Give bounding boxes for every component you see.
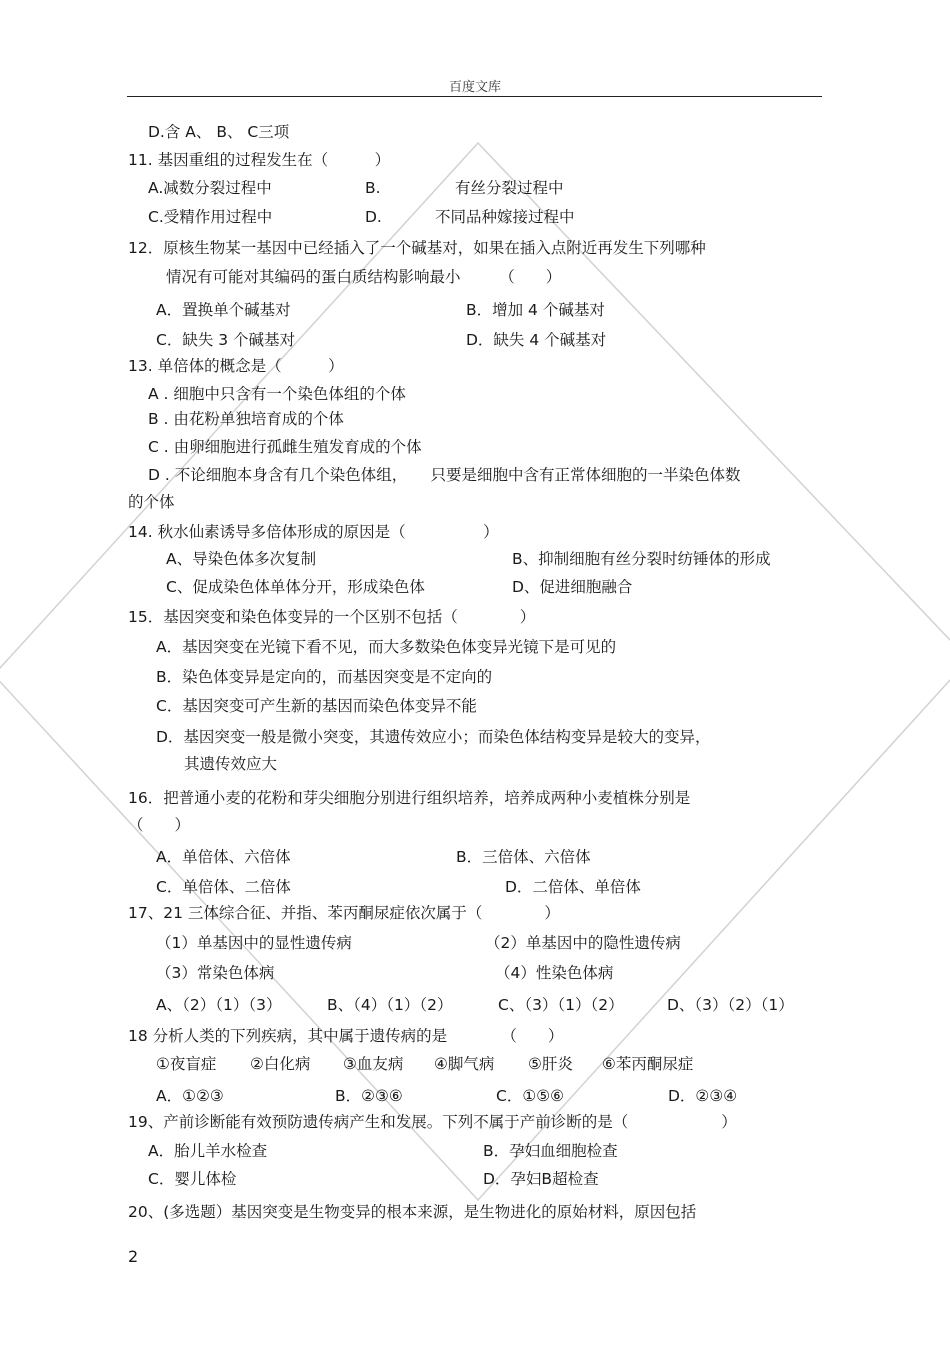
- page-number: 2: [128, 1247, 139, 1266]
- q18-option-c: C．①⑤⑥: [496, 1087, 565, 1105]
- q15-option-d-cont: 其遗传效应大: [184, 755, 278, 773]
- q17-option-c: C、（3）（1）（2）: [498, 996, 624, 1014]
- q16-option-b: B．三倍体、六倍体: [456, 848, 591, 866]
- q15-option-b: B．染色体变异是定向的，而基因突变是不定向的: [156, 668, 493, 686]
- q11-option-b-text: 有丝分裂过程中: [455, 179, 564, 197]
- q17-item-1: （1）单基因中的显性遗传病: [156, 934, 352, 952]
- q18-option-a: A．①②③: [156, 1087, 224, 1105]
- q13-option-b: B . 由花粉单独培育成的个体: [148, 410, 344, 428]
- header-rule: [127, 96, 822, 97]
- q17-item-2: （2）单基因中的隐性遗传病: [485, 934, 681, 952]
- q19-option-d: D．孕妇B超检查: [483, 1170, 599, 1188]
- q18-stem: 18 分析人类的下列疾病，其中属于遗传病的是 （ ）: [128, 1027, 564, 1045]
- q15-option-d: D．基因突变一般是微小突变，其遗传效应小；而染色体结构变异是较大的变异，: [156, 728, 711, 746]
- q20-stem: 20、(多选题）基因突变是生物变异的根本来源，是生物进化的原始材料，原因包括: [128, 1203, 697, 1221]
- q11-option-c: C.受精作用过程中: [148, 208, 273, 226]
- q18-item-3: ③血友病: [343, 1055, 404, 1073]
- q18-option-b: B．②③⑥: [335, 1087, 403, 1105]
- page-header-title: 百度文库: [448, 80, 501, 95]
- q18-item-4: ④脚气病: [434, 1055, 495, 1073]
- q13-option-d-cont: 的个体: [128, 493, 175, 511]
- q15-stem: 15．基因突变和染色体变异的一个区别不包括（ ）: [128, 608, 536, 626]
- q12-stem: 12．原核生物某一基因中已经插入了一个碱基对，如果在插入点附近再发生下列哪种: [128, 239, 706, 257]
- q19-option-b: B．孕妇血细胞检查: [483, 1142, 618, 1160]
- q18-item-5: ⑤肝炎: [528, 1055, 573, 1073]
- q13-option-a: A . 细胞中只含有一个染色体组的个体: [148, 385, 406, 403]
- q16-option-c: C．单倍体、二倍体: [156, 878, 291, 896]
- q17-option-b: B、（4）（1）（2）: [327, 996, 453, 1014]
- q11-option-d-text: 不同品种嫁接过程中: [435, 208, 575, 226]
- q16-stem: 16．把普通小麦的花粉和芽尖细胞分别进行组织培养，培养成两种小麦植株分别是: [128, 789, 691, 807]
- q17-item-4: （4）性染色体病: [495, 964, 614, 982]
- q17-item-3: （3）常染色体病: [156, 964, 275, 982]
- q11-option-b-letter: B.: [365, 179, 381, 197]
- q11-stem: 11. 基因重组的过程发生在（ ）: [128, 151, 391, 169]
- q13-option-c: C . 由卵细胞进行孤雌生殖发育成的个体: [148, 438, 422, 456]
- q16-answer-paren: （ ）: [128, 816, 191, 834]
- q18-item-2: ②白化病: [250, 1055, 311, 1073]
- q16-option-d: D．二倍体、单倍体: [505, 878, 641, 896]
- q13-option-d: D . 不论细胞本身含有几个染色体组， 只要是细胞中含有正常体细胞的一半染色体数: [148, 466, 741, 484]
- q12-option-a: A．置换单个碱基对: [156, 301, 291, 319]
- q17-option-d: D、（3）（2）（1）: [667, 996, 794, 1014]
- q14-option-a: A、导染色体多次复制: [166, 550, 317, 568]
- q15-option-a: A．基因突变在光镜下看不见，而大多数染色体变异光镜下是可见的: [156, 638, 617, 656]
- q18-option-d: D．②③④: [668, 1087, 738, 1105]
- q15-option-c: C．基因突变可产生新的基因而染色体变异不能: [156, 697, 477, 715]
- q17-option-a: A、（2）（1）（3）: [156, 996, 282, 1014]
- q19-option-a: A．胎儿羊水检查: [148, 1142, 268, 1160]
- q19-option-c: C．婴儿体检: [148, 1170, 237, 1188]
- q14-option-c: C、促成染色体单体分开，形成染色体: [166, 578, 425, 596]
- q18-item-1: ①夜盲症: [156, 1055, 217, 1073]
- q12-option-d: D．缺失 4 个碱基对: [466, 331, 607, 349]
- q11-option-d-letter: D.: [365, 208, 382, 226]
- q17-stem: 17、21 三体综合征、并指、苯丙酮尿症依次属于（ ）: [128, 904, 560, 922]
- q14-option-d: D、促进细胞融合: [512, 578, 633, 596]
- q12-stem-cont: 情况有可能对其编码的蛋白质结构影响最小 （ ）: [166, 268, 562, 286]
- q14-stem: 14. 秋水仙素诱导多倍体形成的原因是（ ）: [128, 523, 499, 541]
- q12-option-c: C．缺失 3 个碱基对: [156, 331, 296, 349]
- q11-option-a: A.减数分裂过程中: [148, 179, 272, 197]
- q13-stem: 13. 单倍体的概念是（ ）: [128, 357, 344, 375]
- q12-option-b: B．增加 4 个碱基对: [466, 301, 605, 319]
- q19-stem: 19、产前诊断能有效预防遗传病产生和发展。下列不属于产前诊断的是（ ）: [128, 1113, 737, 1131]
- q18-item-6: ⑥苯丙酮尿症: [602, 1055, 694, 1073]
- q10-option-d: D.含 A、 B、 C三项: [148, 123, 290, 141]
- q16-option-a: A．单倍体、六倍体: [156, 848, 291, 866]
- q14-option-b: B、抑制细胞有丝分裂时纺锤体的形成: [512, 550, 771, 568]
